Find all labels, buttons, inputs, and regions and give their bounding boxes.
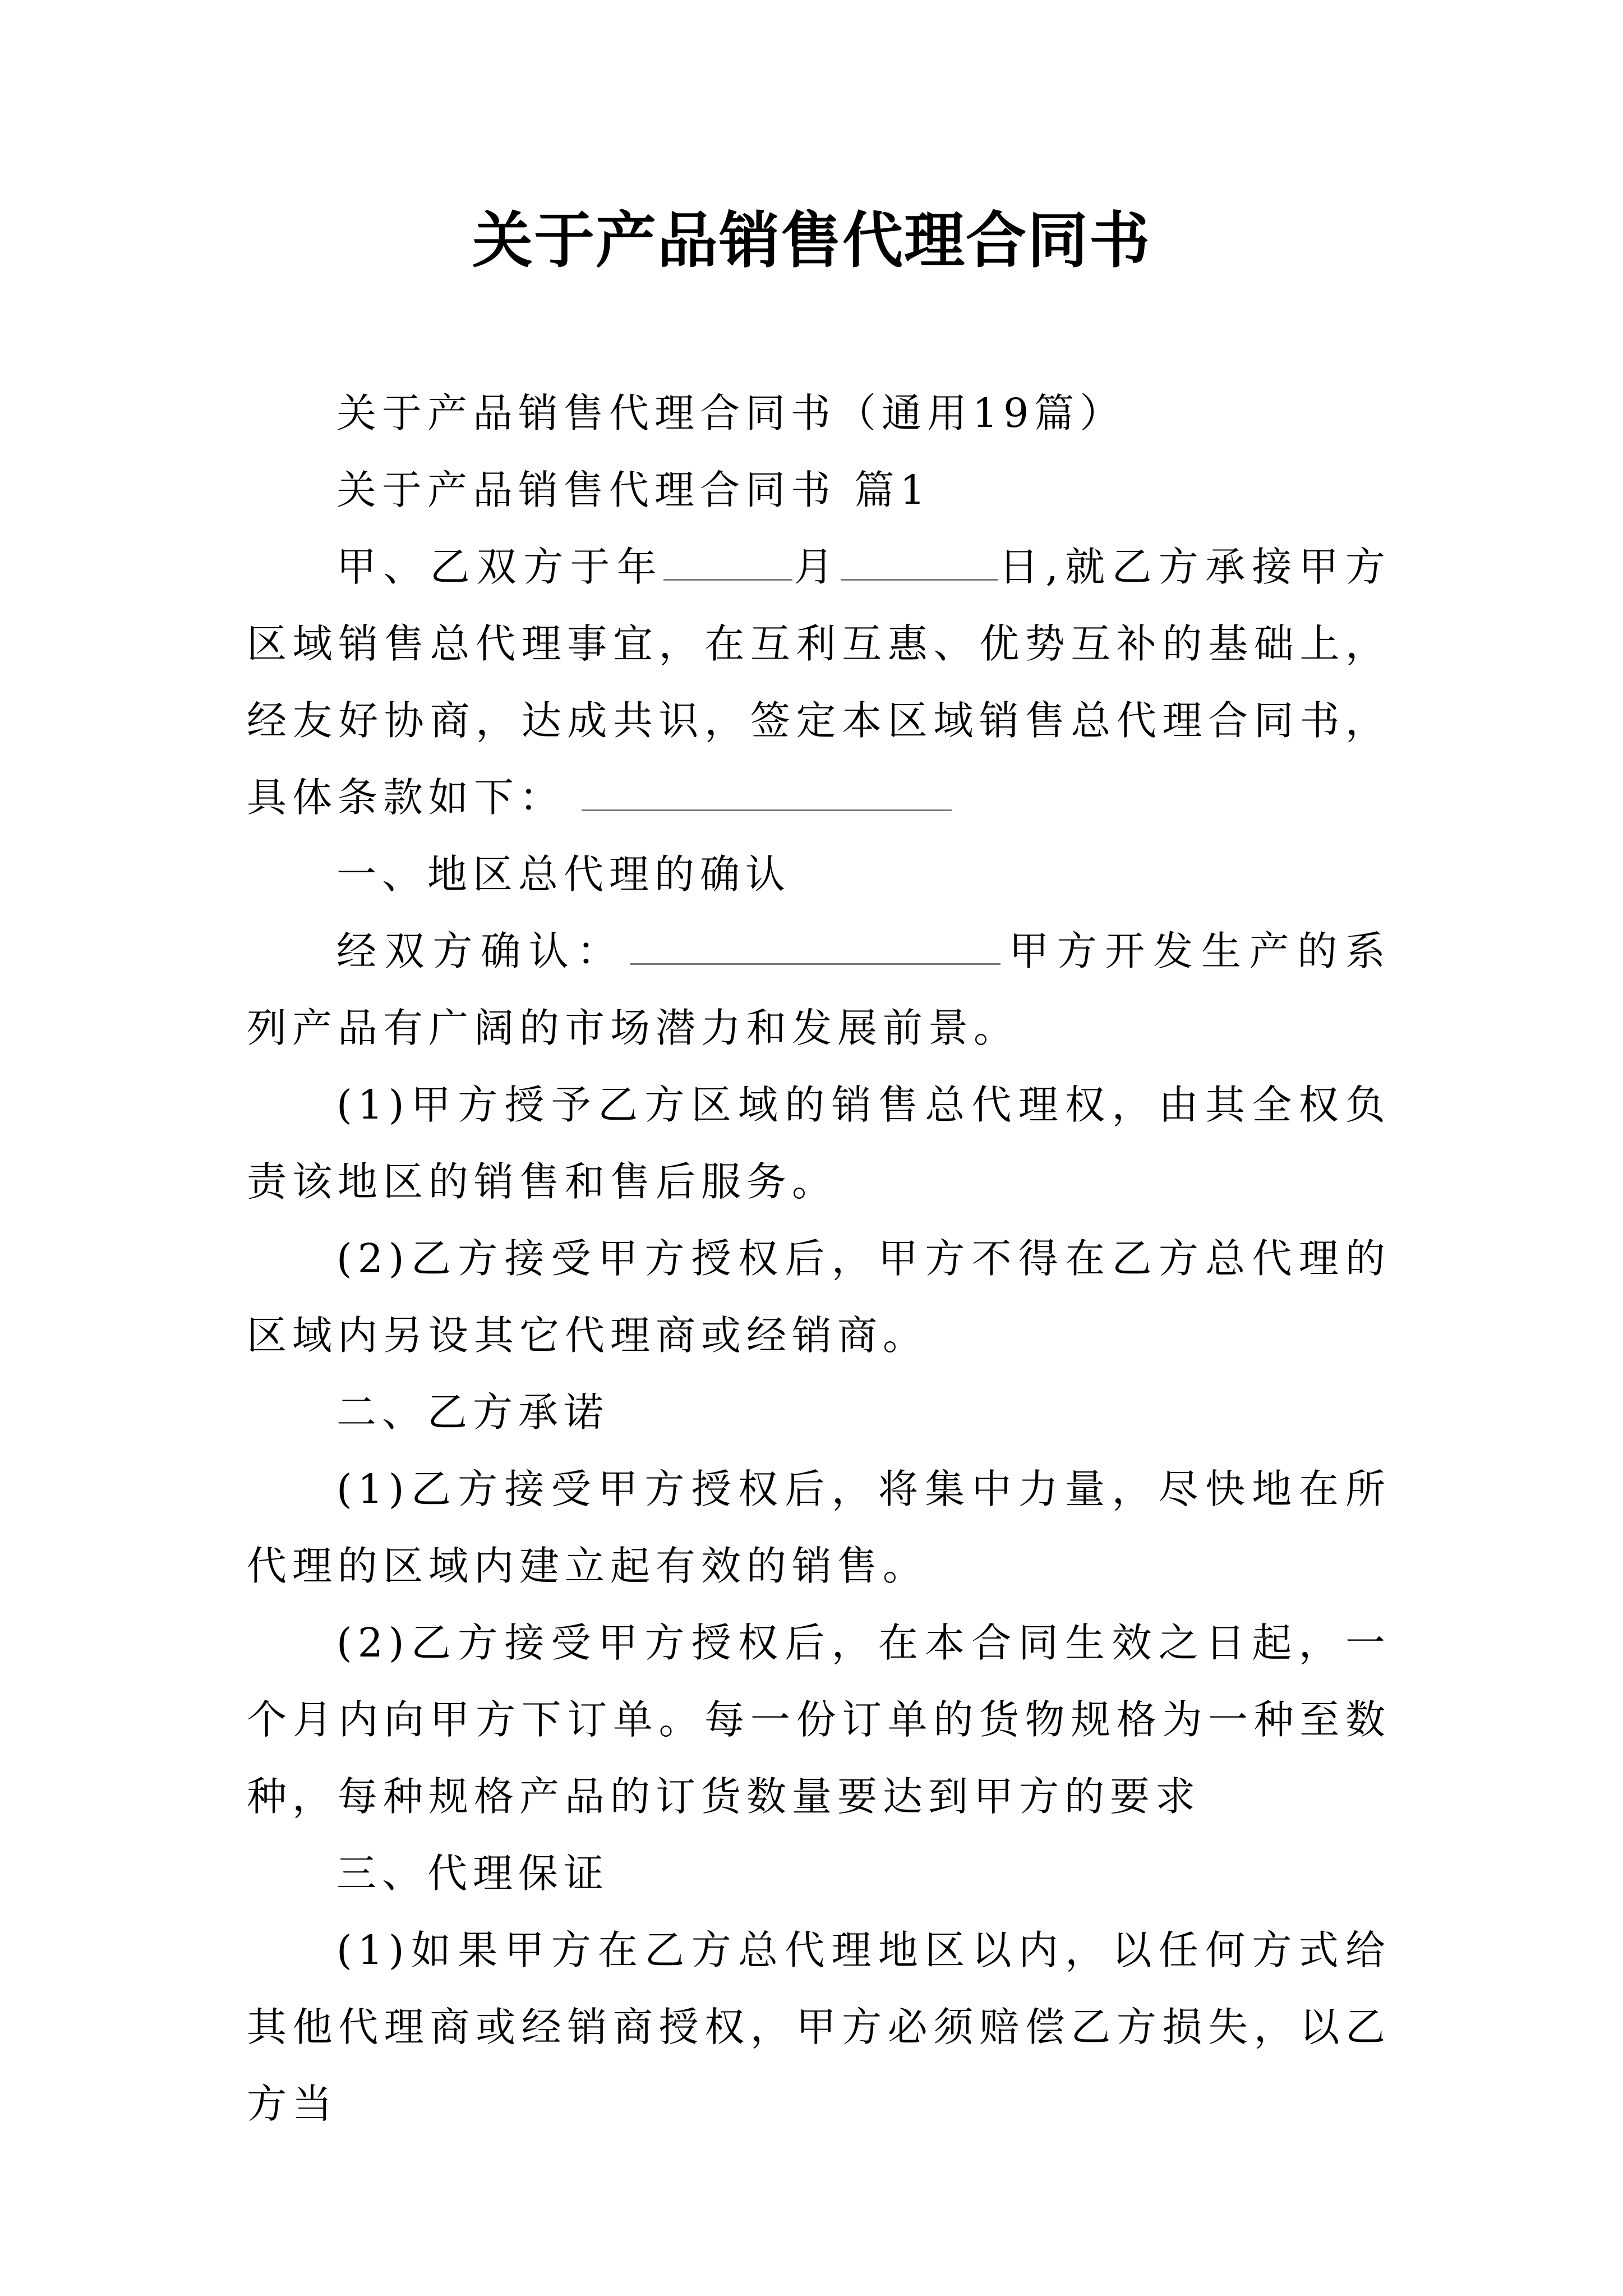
section2-heading: 二、乙方承诺 <box>336 1389 610 1435</box>
document-subtitle: 关于产品销售代理合同书（通用19篇） <box>336 390 1126 436</box>
terms-blank <box>582 770 952 811</box>
year-blank <box>663 540 792 581</box>
section1-heading: 一、地区总代理的确认 <box>336 851 791 898</box>
section3-heading: 三、代理保证 <box>336 1850 610 1897</box>
section3-item1: (1)如果甲方在乙方总代理地区以内，以任何方式给其他代理商或经销商授权，甲方必须赔偿乙方损失，以乙方当 <box>247 1927 1391 2127</box>
intro-text-3: 日,就乙方承接甲方区域销售总代理事宜，在互利互惠、优势互补的基础上，经友好协商，达成共识，签定本区域销售总代理合同书，具体条款如下： <box>247 544 1391 821</box>
section1-confirm-paragraph <box>247 913 1391 1066</box>
intro-text-2: 月 <box>792 544 841 590</box>
section1-item2: (2)乙方接受甲方授权后，甲方不得在乙方总代理的区域内另设其它代理商或经销商。 <box>247 1235 1391 1359</box>
intro-paragraph <box>247 528 1391 836</box>
section1-item1: (1)甲方授予乙方区域的销售总代理权，由其全权负责该地区的销售和售后服务。 <box>247 1082 1391 1205</box>
confirm-blank <box>630 924 1000 965</box>
document-title: 关于产品销售代理合同书 <box>472 206 1151 276</box>
section2-item2: (2)乙方接受甲方授权后，在本合同生效之日起，一个月内向甲方下订单。每一份订单的货物规格为一种至数种，每种规格产品的订货数量要达到甲方的要求 <box>247 1619 1391 1820</box>
section1-confirm-prefix: 经双方确认： <box>336 928 625 974</box>
month-blank <box>841 540 998 581</box>
section2-item1: (1)乙方接受甲方授权后，将集中力量，尽快地在所代理的区域内建立起有效的销售。 <box>247 1466 1391 1589</box>
intro-text-1: 甲、乙双方于年 <box>336 544 664 590</box>
section1-confirm-suffix: 甲方开发生产的系列产品有广阔的市场潜力和发展前景。 <box>247 928 1391 1051</box>
document-body <box>247 375 1391 2142</box>
chapter-heading: 关于产品销售代理合同书 篇1 <box>336 467 931 513</box>
